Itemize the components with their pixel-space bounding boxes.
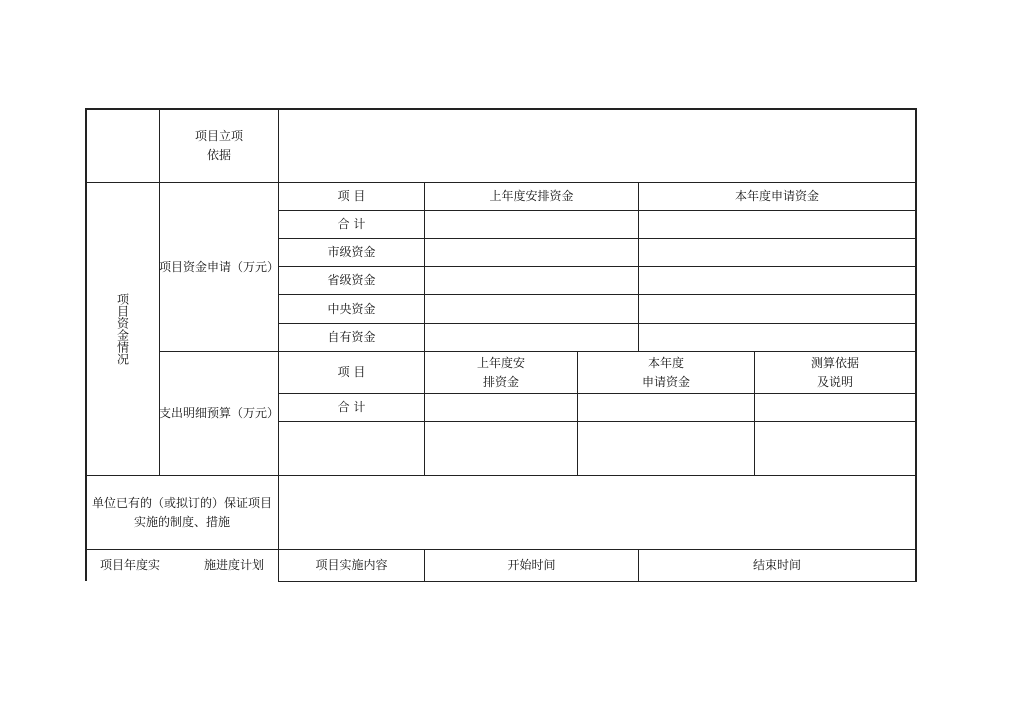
plan-col-start: 开始时间 [507, 558, 556, 572]
plan-label-part1: 项目年度实 [100, 558, 161, 572]
expense-col-item: 项 目 [337, 365, 366, 379]
funding-row-city: 市级资金 [327, 245, 376, 259]
expense-col-this-year [578, 352, 754, 393]
column-line [424, 182, 425, 475]
row-line [278, 581, 917, 582]
expense-col-basis-line2: 及说明 [816, 374, 853, 389]
expense-col-basis-line1: 测算依据 [810, 355, 859, 370]
funding-section-label: 项目资金情况 [115, 293, 130, 365]
funding-row-central: 中央资金 [327, 301, 376, 316]
funding-row-province: 省级资金 [327, 273, 376, 287]
expense-col-this-line2: 申请资金 [641, 374, 690, 389]
funding-col-item: 项 目 [337, 189, 366, 203]
expense-row-total: 合 计 [337, 400, 366, 414]
measures-field[interactable] [279, 476, 915, 549]
funding-row-own: 自有资金 [327, 330, 376, 344]
measures-label-line1: 单位已有的（或拟订的）保证项目 [91, 495, 272, 510]
expense-col-this-line1: 本年度 [647, 355, 684, 370]
expense-col-prev-line1: 上年度安 [476, 355, 525, 370]
project-basis-field[interactable] [279, 109, 915, 182]
plan-col-end: 结束时间 [752, 558, 801, 572]
project-basis-label-line2: 依据 [206, 147, 231, 162]
measures-label-line2: 实施的制度、措施 [133, 514, 230, 529]
expense-budget-label: 支出明细预算（万元） [159, 406, 280, 420]
expense-col-basis [755, 352, 915, 393]
project-basis-label-line1: 项目立项 [194, 128, 243, 143]
funding-row-total: 合 计 [337, 217, 366, 231]
row-line [278, 421, 917, 422]
measures-label [86, 476, 278, 549]
funding-col-this-year: 本年度申请资金 [734, 189, 819, 203]
funding-application-label: 项目资金申请（万元） [159, 259, 280, 274]
project-basis-label [160, 109, 278, 182]
expense-col-prev-line2: 排资金 [482, 374, 519, 389]
table-border-right [915, 108, 917, 581]
funding-col-prev-year: 上年度安排资金 [489, 189, 574, 203]
expense-col-prev-year [425, 352, 577, 393]
plan-label [86, 550, 278, 581]
plan-label-part2: 施进度计划 [203, 558, 264, 572]
plan-col-content: 项目实施内容 [315, 558, 388, 572]
